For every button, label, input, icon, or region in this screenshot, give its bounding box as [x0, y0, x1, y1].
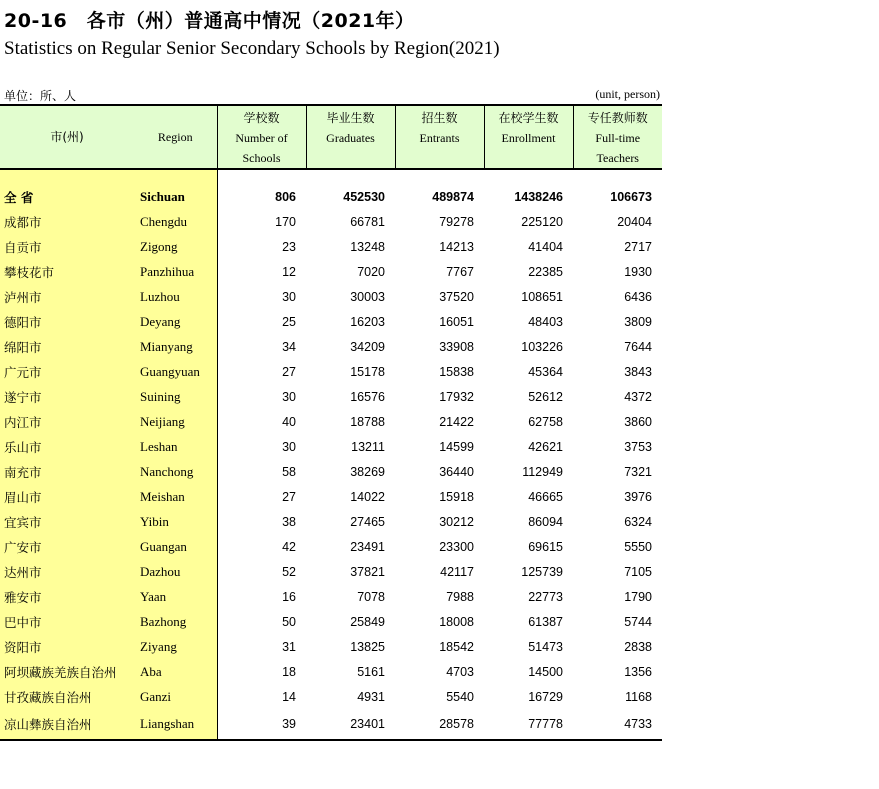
cell-graduates: 4931: [357, 689, 385, 704]
region-name-cn: 巴中市: [0, 609, 134, 634]
cell-teachers: 3860: [624, 414, 652, 429]
cell-entrants: 79278: [439, 214, 474, 229]
cell-schools: 25: [217, 309, 306, 334]
unit-label-english: (unit, person): [595, 87, 660, 101]
cell-schools: 40: [217, 409, 306, 434]
cell-graduates: 34209: [350, 339, 385, 354]
cell-graduates: 13248: [350, 239, 385, 254]
cell-schools: 42: [217, 534, 306, 559]
region-name-en: Yibin: [134, 509, 217, 534]
cell-schools: 30: [217, 284, 306, 309]
cell-enrollment: 77778: [484, 709, 573, 740]
region-name-en: Guangan: [134, 534, 217, 559]
cell-teachers: 3753: [624, 439, 652, 454]
region-name-cn: 广元市: [0, 359, 134, 384]
cell-entrants: 30212: [439, 514, 474, 529]
table-row: [0, 459, 662, 484]
region-name-cn: 阿坝藏族羌族自治州: [0, 659, 134, 684]
table-row: [0, 309, 662, 334]
spacer-cell: [306, 169, 395, 184]
region-name-cn: 内江市: [0, 409, 134, 434]
cell-enrollment: 103226: [521, 339, 563, 354]
cell-schools: 12: [217, 259, 306, 284]
unit-label-chinese: 单位：所、人: [4, 89, 77, 103]
header-entrants-cn: 招生数: [421, 111, 458, 125]
cell-graduates: 30003: [350, 289, 385, 304]
cell-enrollment: 61387: [528, 614, 563, 629]
region-name-cn: 德阳市: [0, 309, 134, 334]
table-row: [0, 434, 662, 459]
cell-entrants: 7767: [446, 264, 474, 279]
cell-graduates: 13825: [350, 639, 385, 654]
header-teachers-en1: Full-time: [595, 131, 641, 145]
cell-entrants: 18542: [439, 639, 474, 654]
cell-graduates: 25849: [350, 614, 385, 629]
region-name-cn: 凉山彝族自治州: [0, 709, 134, 740]
cell-enrollment: 48403: [528, 314, 563, 329]
region-name-cn: 甘孜藏族自治州: [0, 684, 134, 709]
cell-schools: 14: [217, 684, 306, 709]
cell-teachers: 4372: [624, 389, 652, 404]
cell-entrants: 7988: [446, 589, 474, 604]
header-entrants: [395, 105, 484, 169]
region-name-en: Deyang: [134, 309, 217, 334]
table-row: [0, 534, 662, 559]
table-row: [0, 259, 662, 284]
cell-enrollment: 225120: [521, 214, 563, 229]
cell-enrollment: 22773: [528, 589, 563, 604]
table-row: [0, 584, 662, 609]
table-row: [0, 684, 662, 709]
cell-graduates: 16576: [350, 389, 385, 404]
cell-entrants: 33908: [439, 339, 474, 354]
cell-enrollment: 41404: [528, 239, 563, 254]
cell-entrants: 17932: [439, 389, 474, 404]
cell-teachers: 1930: [624, 264, 652, 279]
cell-enrollment: 112949: [522, 464, 563, 479]
header-row: [0, 105, 662, 169]
cell-entrants: 16051: [439, 314, 474, 329]
cell-entrants: 15838: [439, 364, 474, 379]
cell-schools: 27: [217, 359, 306, 384]
table-row: [0, 209, 662, 234]
total-graduates: 452530: [343, 189, 385, 204]
cell-entrants: 37520: [439, 289, 474, 304]
region-name-en: Luzhou: [134, 284, 217, 309]
total-name-cn: 全 省: [0, 184, 134, 209]
cell-teachers: 4733: [573, 709, 662, 740]
region-name-cn: 乐山市: [0, 434, 134, 459]
spacer-cell: [395, 169, 484, 184]
region-name-cn: 宜宾市: [0, 509, 134, 534]
cell-teachers: 7644: [624, 339, 652, 354]
region-name-en: Suining: [134, 384, 217, 409]
cell-teachers: 6436: [624, 289, 652, 304]
region-name-en: Zigong: [134, 234, 217, 259]
cell-graduates: 23401: [306, 709, 395, 740]
cell-enrollment: 51473: [528, 639, 563, 654]
region-name-cn: 泸州市: [0, 284, 134, 309]
cell-teachers: 1356: [624, 664, 652, 679]
table-row: [0, 334, 662, 359]
region-name-en: Chengdu: [134, 209, 217, 234]
region-name-en: Ganzi: [134, 684, 217, 709]
cell-schools: 52: [217, 559, 306, 584]
cell-entrants: 21422: [439, 414, 474, 429]
header-schools-cn: 学校数: [243, 111, 280, 125]
spacer-cell: [573, 169, 662, 184]
header-schools: [217, 105, 306, 169]
cell-entrants: 36440: [439, 464, 474, 479]
cell-schools: 27: [217, 484, 306, 509]
cell-teachers: 2838: [624, 639, 652, 654]
cell-graduates: 66781: [350, 214, 385, 229]
header-teachers: [573, 105, 662, 169]
cell-schools: 38: [217, 509, 306, 534]
table-row: [0, 284, 662, 309]
region-name-cn: 自贡市: [0, 234, 134, 259]
table-row: [0, 359, 662, 384]
region-name-en: Panzhihua: [134, 259, 217, 284]
spacer-cell: [217, 169, 306, 184]
region-name-cn: 资阳市: [0, 634, 134, 659]
total-enrollment: 1438246: [514, 189, 563, 204]
region-name-en: Liangshan: [134, 709, 217, 740]
spacer-cell: [0, 169, 134, 184]
region-name-en: Bazhong: [134, 609, 217, 634]
cell-enrollment: 69615: [528, 539, 563, 554]
cell-entrants: 42117: [440, 564, 474, 579]
statistics-table-container: [0, 104, 662, 741]
cell-enrollment: 16729: [528, 689, 563, 704]
cell-enrollment: 62758: [528, 414, 563, 429]
cell-schools: 23: [217, 234, 306, 259]
region-name-en: Aba: [134, 659, 217, 684]
cell-entrants: 5540: [446, 689, 474, 704]
cell-schools: 50: [217, 609, 306, 634]
region-name-cn: 攀枝花市: [0, 259, 134, 284]
header-city-cn: 市(州): [0, 105, 134, 169]
cell-graduates: 37821: [350, 564, 385, 579]
region-name-en: Guangyuan: [134, 359, 217, 384]
header-graduates: [306, 105, 395, 169]
table-body: [0, 169, 662, 740]
total-row: [0, 184, 662, 209]
header-enrollment-en: Enrollment: [501, 131, 556, 145]
cell-entrants: 18008: [439, 614, 474, 629]
cell-schools: 34: [217, 334, 306, 359]
cell-schools: 39: [217, 709, 306, 740]
region-name-en: Neijiang: [134, 409, 217, 434]
cell-graduates: 23491: [350, 539, 385, 554]
cell-schools: 30: [217, 384, 306, 409]
cell-schools: 16: [217, 584, 306, 609]
total-name-en: Sichuan: [134, 184, 217, 209]
spacer-cell: [484, 169, 573, 184]
total-schools: 806: [217, 184, 306, 209]
cell-entrants: 28578: [395, 709, 484, 740]
header-teachers-cn: 专任教师数: [587, 111, 648, 125]
region-name-cn: 广安市: [0, 534, 134, 559]
region-name-cn: 遂宁市: [0, 384, 134, 409]
region-name-en: Dazhou: [134, 559, 217, 584]
cell-teachers: 1790: [624, 589, 652, 604]
cell-teachers: 7321: [624, 464, 652, 479]
cell-teachers: 3843: [624, 364, 652, 379]
table-row: [0, 609, 662, 634]
region-name-cn: 成都市: [0, 209, 134, 234]
cell-teachers: 5550: [624, 539, 652, 554]
cell-graduates: 13211: [351, 439, 385, 454]
region-name-cn: 南充市: [0, 459, 134, 484]
table-row: [0, 234, 662, 259]
cell-entrants: 4703: [446, 664, 474, 679]
cell-entrants: 23300: [439, 539, 474, 554]
region-name-cn: 雅安市: [0, 584, 134, 609]
cell-enrollment: 108651: [521, 289, 563, 304]
cell-teachers: 3976: [624, 489, 652, 504]
cell-enrollment: 86094: [528, 514, 563, 529]
cell-teachers: 7105: [624, 564, 652, 579]
cell-teachers: 6324: [624, 514, 652, 529]
table-row: [0, 409, 662, 434]
table-title-english: Statistics on Regular Senior Secondary Schools by Region(2021): [4, 38, 500, 59]
cell-graduates: 27465: [350, 514, 385, 529]
header-schools-en1: Number of: [235, 131, 288, 145]
cell-schools: 170: [217, 209, 306, 234]
cell-schools: 18: [217, 659, 306, 684]
cell-schools: 58: [217, 459, 306, 484]
cell-teachers: 1168: [625, 689, 652, 704]
header-graduates-en: Graduates: [326, 131, 375, 145]
cell-enrollment: 52612: [528, 389, 563, 404]
table-row: [0, 659, 662, 684]
cell-teachers: 5744: [624, 614, 652, 629]
header-entrants-en: Entrants: [419, 131, 460, 145]
region-name-en: Ziyang: [134, 634, 217, 659]
table-row: [0, 509, 662, 534]
header-enrollment: [484, 105, 573, 169]
total-teachers: 106673: [610, 189, 652, 204]
cell-enrollment: 46665: [528, 489, 563, 504]
cell-graduates: 5161: [357, 664, 385, 679]
region-name-cn: 绵阳市: [0, 334, 134, 359]
cell-enrollment: 45364: [528, 364, 563, 379]
cell-teachers: 2717: [624, 239, 652, 254]
table-row: [0, 384, 662, 409]
table-title-chinese: 20-16 各市（州）普通高中情况（2021年）: [4, 10, 415, 32]
spacer-cell: [134, 169, 217, 184]
region-name-en: Meishan: [134, 484, 217, 509]
table-row: [0, 634, 662, 659]
region-name-cn: 达州市: [0, 559, 134, 584]
header-schools-en2: Schools: [242, 151, 281, 165]
cell-teachers: 20404: [617, 214, 652, 229]
header-region-en: Region: [134, 105, 217, 169]
region-name-en: Yaan: [134, 584, 217, 609]
header-teachers-en2: Teachers: [596, 151, 639, 165]
statistics-table: [0, 104, 662, 741]
cell-graduates: 14022: [350, 489, 385, 504]
cell-enrollment: 22385: [528, 264, 563, 279]
region-name-en: Leshan: [134, 434, 217, 459]
cell-teachers: 3809: [624, 314, 652, 329]
table-row: [0, 709, 662, 740]
cell-graduates: 16203: [350, 314, 385, 329]
table-row: [0, 484, 662, 509]
cell-schools: 31: [217, 634, 306, 659]
header-graduates-cn: 毕业生数: [326, 111, 375, 125]
cell-entrants: 14213: [439, 239, 474, 254]
header-enrollment-cn: 在校学生数: [498, 111, 559, 125]
cell-schools: 30: [217, 434, 306, 459]
cell-graduates: 38269: [350, 464, 385, 479]
cell-graduates: 7078: [357, 589, 385, 604]
cell-enrollment: 125739: [521, 564, 563, 579]
cell-graduates: 15178: [350, 364, 385, 379]
cell-graduates: 7020: [357, 264, 385, 279]
region-name-cn: 眉山市: [0, 484, 134, 509]
total-entrants: 489874: [432, 189, 474, 204]
cell-entrants: 14599: [439, 439, 474, 454]
cell-enrollment: 42621: [528, 439, 563, 454]
region-name-en: Nanchong: [134, 459, 217, 484]
cell-enrollment: 14500: [528, 664, 563, 679]
table-row: [0, 559, 662, 584]
region-name-en: Mianyang: [134, 334, 217, 359]
spacer-row: [0, 169, 662, 184]
cell-entrants: 15918: [439, 489, 474, 504]
cell-graduates: 18788: [350, 414, 385, 429]
